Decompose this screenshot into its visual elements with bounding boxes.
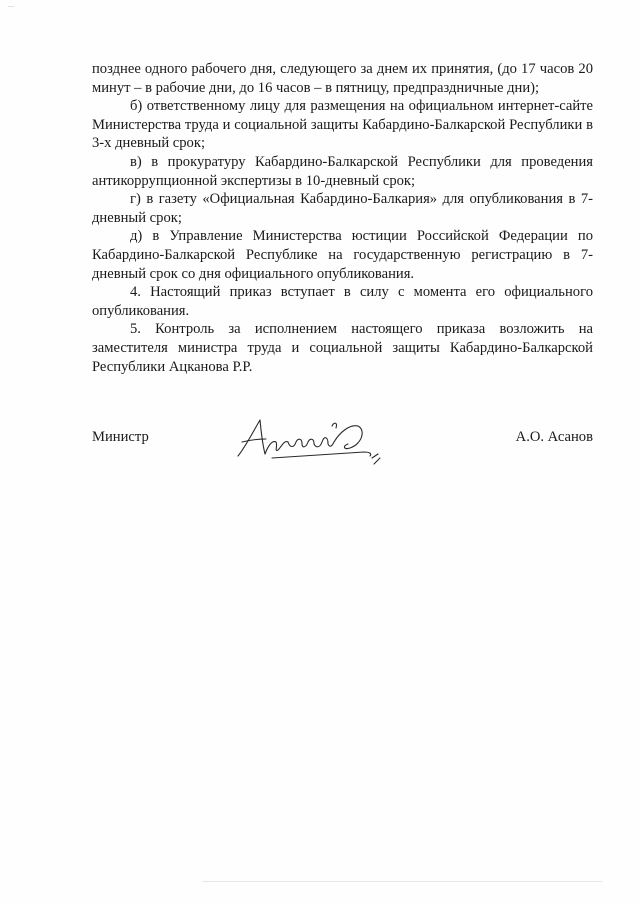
scan-artifact-line	[202, 881, 602, 882]
paragraph-item-v: в) в прокуратуру Кабардино-Балкарской Республики для проведения антикоррупционной экспертизы в 10-дневный срок;	[92, 153, 593, 189]
signature-block	[92, 420, 593, 480]
paragraph-point-5: 5. Контроль за исполнением настоящего приказа возложить на заместителя министра труда и социальной защиты Кабардино-Балкарской Республики Ацканова Р.Р.	[92, 321, 593, 375]
paragraph-point-4: 4. Настоящий приказ вступает в силу с момента его официального опубликования.	[92, 284, 593, 319]
signatory-name: А.О. Асанов	[515, 429, 593, 445]
handwritten-signature-icon	[232, 412, 392, 468]
scan-artifact	[8, 6, 14, 7]
paragraph-continuation: позднее одного рабочего дня, следующего за днем их принятия, (до 17 часов 20 минут – в рабочие дни, до 16 часов – в пятницу, предпраздничные дни);	[92, 61, 593, 96]
paragraph-item-g: г) в газету «Официальная Кабардино-Балкария» для опубликования в 7-дневный срок;	[92, 191, 593, 226]
document-body	[92, 60, 593, 376]
paragraph-item-b: б) ответственному лицу для размещения на официальном интернет-сайте Министерства труда и социальной защиты Кабардино-Балкарской Республики в 3-х дневный срок;	[92, 98, 593, 152]
signatory-title: Министр	[92, 429, 149, 445]
paragraph-item-d: д) в Управление Министерства юстиции Российской Федерации по Кабардино-Балкарской Республике на государственную регистрацию в 7-дневный срок со дня официального опубликования.	[92, 228, 593, 282]
